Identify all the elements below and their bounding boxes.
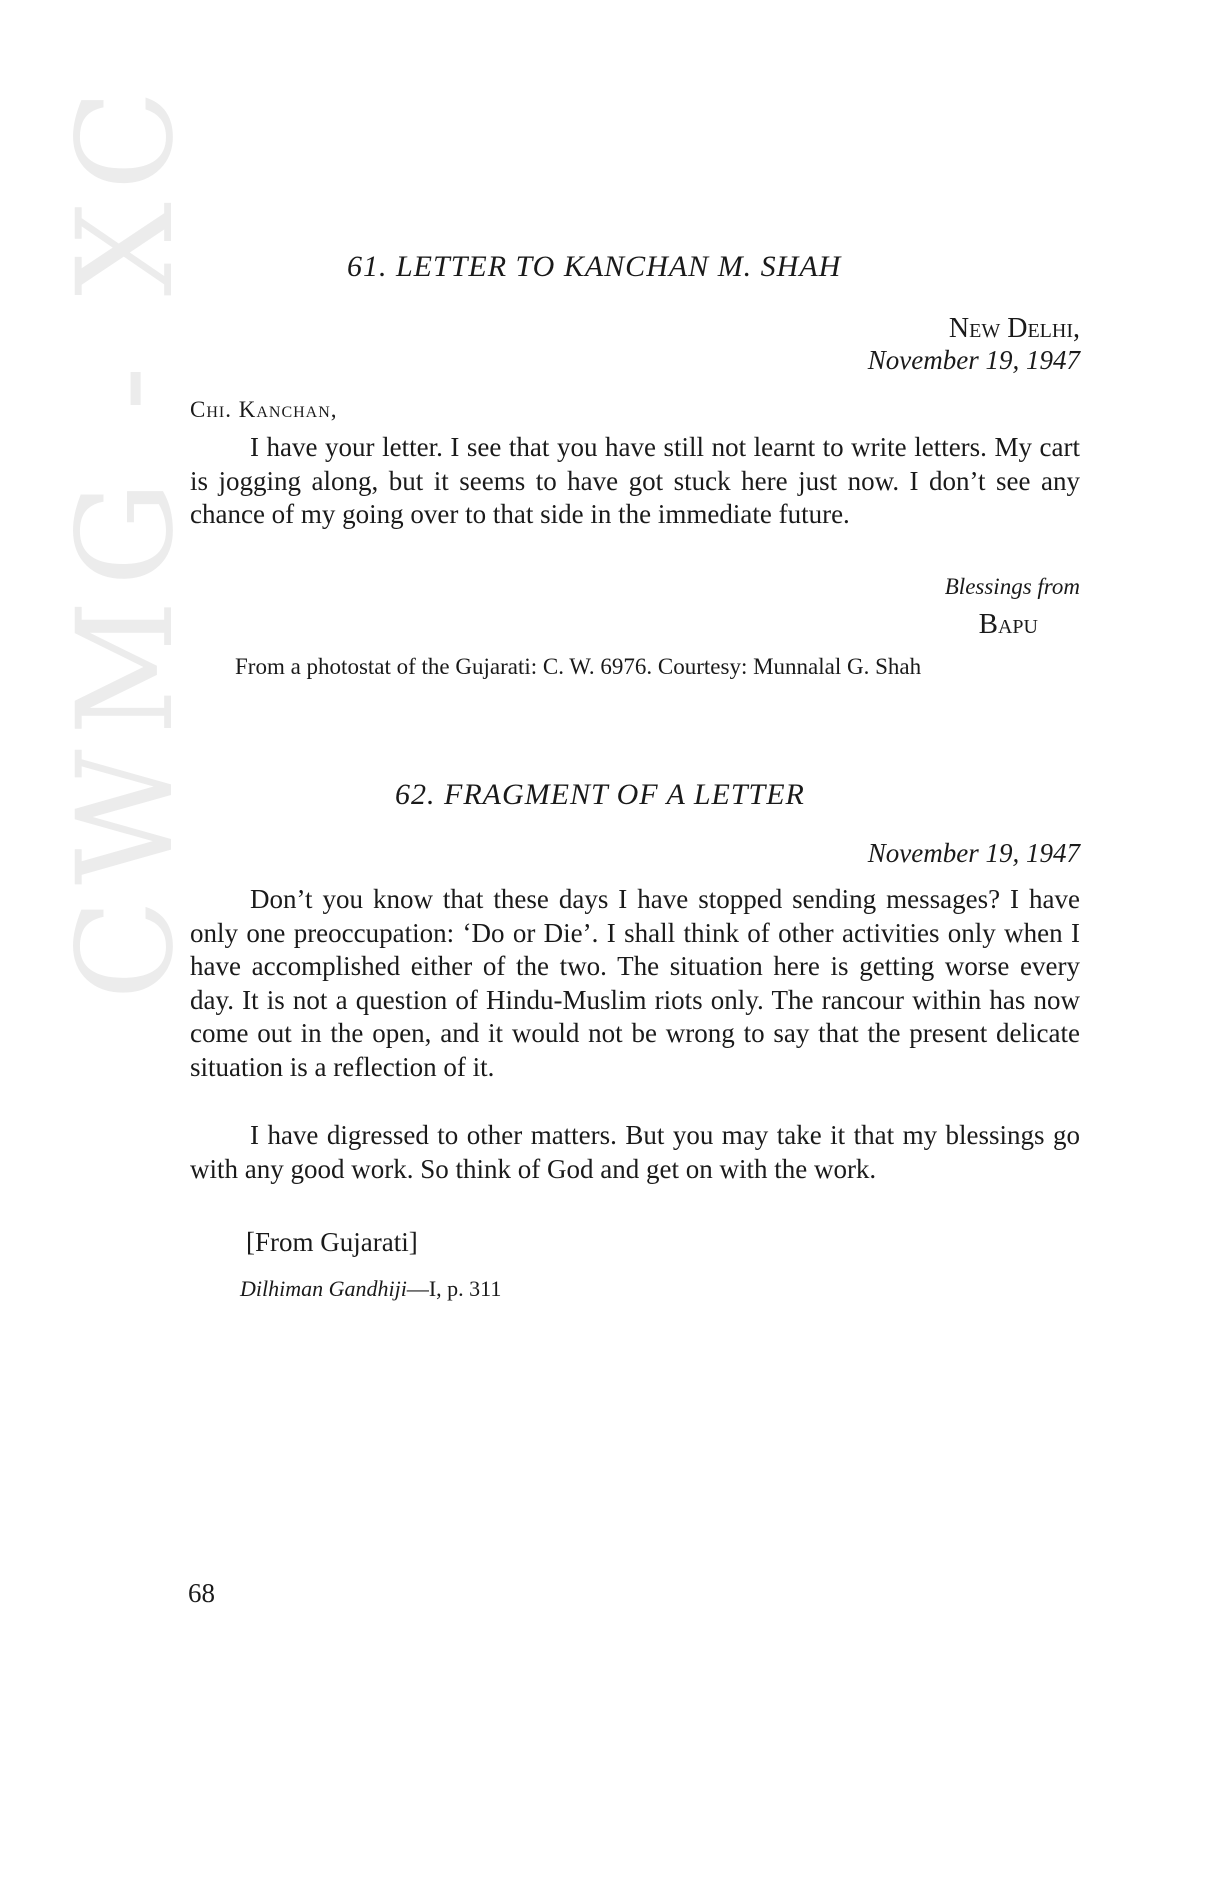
- page-number: 68: [188, 1578, 215, 1608]
- source-book-title: Dilhiman Gandhiji: [240, 1276, 407, 1301]
- letter-62-paragraph-1: Don’t you know that these days I have stopped sending messages? I have only one preoccupation: ‘Do or Die’. I shall think of other activities only when I have accomplished either of the two. The situation here is getting worse every day. It is not a question of Hindu-Muslim riots only. The rancour within has now come out in the open, and it would not be wrong to say that the present delicate situation is a reflection of it.: [190, 884, 1080, 1082]
- letter-62-source-citation: [240, 1276, 501, 1302]
- source-reference: —I, p. 311: [406, 1276, 502, 1301]
- letter-62-paragraph-2: I have digressed to other matters. But you may take it that my blessings go with any good work. So think of God and get on with the work.: [190, 1120, 1080, 1184]
- letter-61-place: New Delhi,: [948, 313, 1080, 344]
- letter-61-closing: Blessings from: [944, 574, 1080, 599]
- letter-61-salutation: Chi. Kanchan,: [190, 397, 338, 422]
- letter-62-title: 62. FRAGMENT OF A LETTER: [395, 778, 805, 811]
- letter-62-source-language: [From Gujarati]: [246, 1227, 418, 1257]
- letter-62-date: November 19, 1947: [867, 838, 1080, 868]
- letter-61-title: 61. LETTER TO KANCHAN M. SHAH: [347, 250, 842, 283]
- letter-61-body: I have your letter. I see that you have still not learnt to write letters. My cart is jogging along, but it seems to have got stuck here just now. I don’t see any chance of my going over to that side in the immediate future.: [190, 432, 1080, 530]
- letter-61-source: From a photostat of the Gujarati: C. W. 6976. Courtesy: Munnalal G. Shah: [235, 654, 922, 679]
- letter-61-signature: Bapu: [978, 608, 1038, 640]
- letter-61-date: November 19, 1947: [867, 345, 1080, 375]
- watermark: CWMG - XC: [49, 75, 203, 1000]
